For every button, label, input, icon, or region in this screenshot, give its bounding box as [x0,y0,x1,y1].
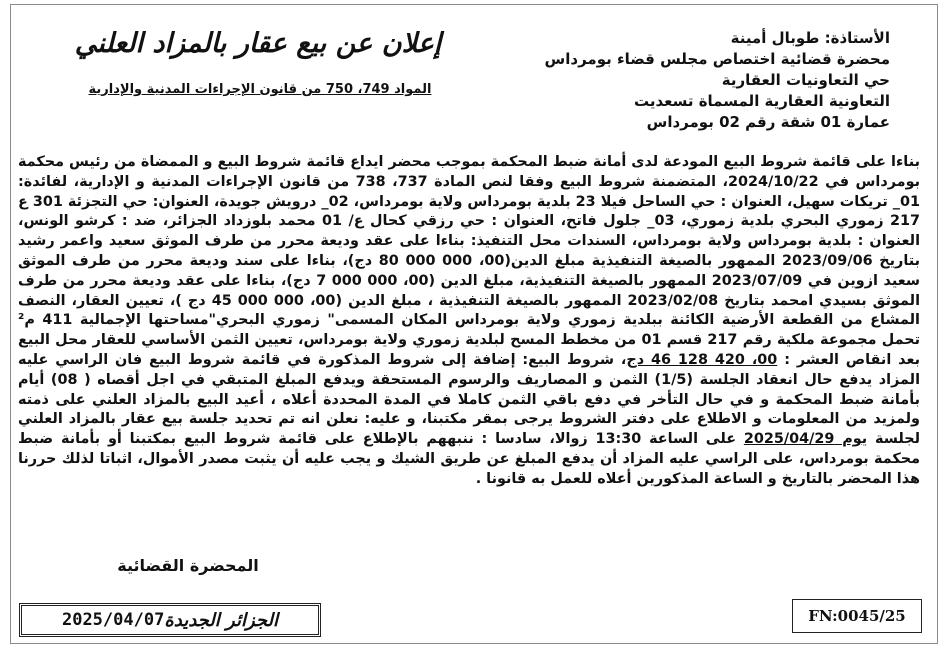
bailiff-header [544,28,890,133]
address-line-1: حي التعاونيات العقارية [721,71,890,89]
address-line-3: عمارة 01 شقة رقم 02 بومرداس [646,113,890,131]
base-price: 00، 420 128 46 دج [626,351,778,368]
publication-date: 2025/04/07 [61,610,165,630]
sale-date: يوم 2025/04/29 [743,431,868,448]
address-line-2: التعاونية العقارية المسماة تسعديت [633,92,890,110]
bailiff-jurisdiction: محضرة قضائية اختصاص مجلس قضاء بومرداس [544,50,890,68]
bailiff-name: الأستاذة: طوبال أمينة [730,29,890,47]
legal-reference: المواد 749، 750 من قانون الإجراءات المدنية والإدارية [88,82,432,97]
publication-box [19,603,321,637]
announcement-body [18,153,920,490]
signature-label: المحضرة القضائية [117,556,259,575]
body-text-3: على الساعة 13:30 زوالا، سادسا : ننبههم بالإطلاع على قائمة شروط البيع بمكتبنا أو بأمانة ضبط محكمة بومرداس، على الراسي عليه المزاد أن يدفع المبلغ عن طريق الشيك و يجب عليه أن يثبت مصدر الأموال، اثباتا لذلك حررنا هذا المحضر بالتاريخ و الساعة المذكورين أعلاه للعمل به قانونا . [18,431,920,487]
body-text-1: بناءا على قائمة شروط البيع المودعة لدى أمانة ضبط المحكمة بموجب محضر ايداع قائمة شروط البيع و الممضاة من رئيس محكمة بومرداس في 2024/10/22، المتضمنة شروط البيع وفقا لنص المادة 737، 738 من قانون الإجراءات المدنية و الإدارية، لفائدة: 01_ تريكات سهيل، العنوان : حي الساحل فيلا 23 بلدية بومرداس ولاية بومرداس، 02_ درويش جويدة، العنوان: حي التجزئة 301 ع 217 زموري البحري بلدية زموري، 03_ جلول فاتح، العنوان : حي رزقي كحال ع/ 01 محمد بلوزداد الجزائر، ضد : كرشو الونس، العنوان : بلدية بومرداس ولاية بومرداس، السندات محل التنفيذ: بناءا على عقد وديعة محرر من طرف الموثق سعيد واعمر رشيد بتاريخ 2023/09/06 الممهور بالصيغة التنفيذية مبلغ الدين(00، 000 000 80 دج)، بناءا على سند وديعة محرر من طرف الموثق سعيد ازوين في 2023/07/09 الممهور بالصيغة التنفيذية، مبلغ الدين (00، 000 000 7 دج)، بناءا على عقد وديعة محرر من طرف الموثق بسيدي امحمد بتاريخ 2023/02/08 الممهور بالصيغة التنفيذية ، مبلغ الدين (00، 000 000 45 دج )، تعيين العقار، النصف المشاع من القطعة الأرضية الكائنة ببلدية زموري ولاية بومرداس المكان المسمى" زموري البحري"مساحتها الإجمالية 411 م² تحمل مجموعة ملكية رقم 217 قسم 01 من مخطط المسح لبلدية زموري ولاية بومرداس، تعيين الثمن الأساسي للعقار محل البيع بعد انقاص العشر : [18,154,921,368]
newspaper-name: الجزائر الجديدة [164,609,279,631]
page-title: إعلان عن بيع عقار بالمزاد العلني [74,28,442,59]
file-number: FN:0045/25 [792,599,922,633]
body-text-2: ، شروط البيع: إضافة إلى شروط المذكورة في قائمة شروط البيع فان الراسي عليه المزاد يدفع حال انعقاد الجلسة (1/5) الثمن و المصاريف والرسوم المستحقة ويدفع المبلغ المتبقي في اجل أقصاه ( 08) أيام بأمانة ضبط المحكمة و في حال التأخر في دفع باقي الثمن كاملا في المدة المحددة أعلاه ، أعيد البيع بالمزاد العلني على ذمته ولمزيد من المعلومات و الاطلاع على دفتر الشروط يرجى بمقر مكتبنا، و عليه: نعلن انه تم تحديد جلسة بيع عقار بالمزاد العلني لجلسة [18,351,921,448]
